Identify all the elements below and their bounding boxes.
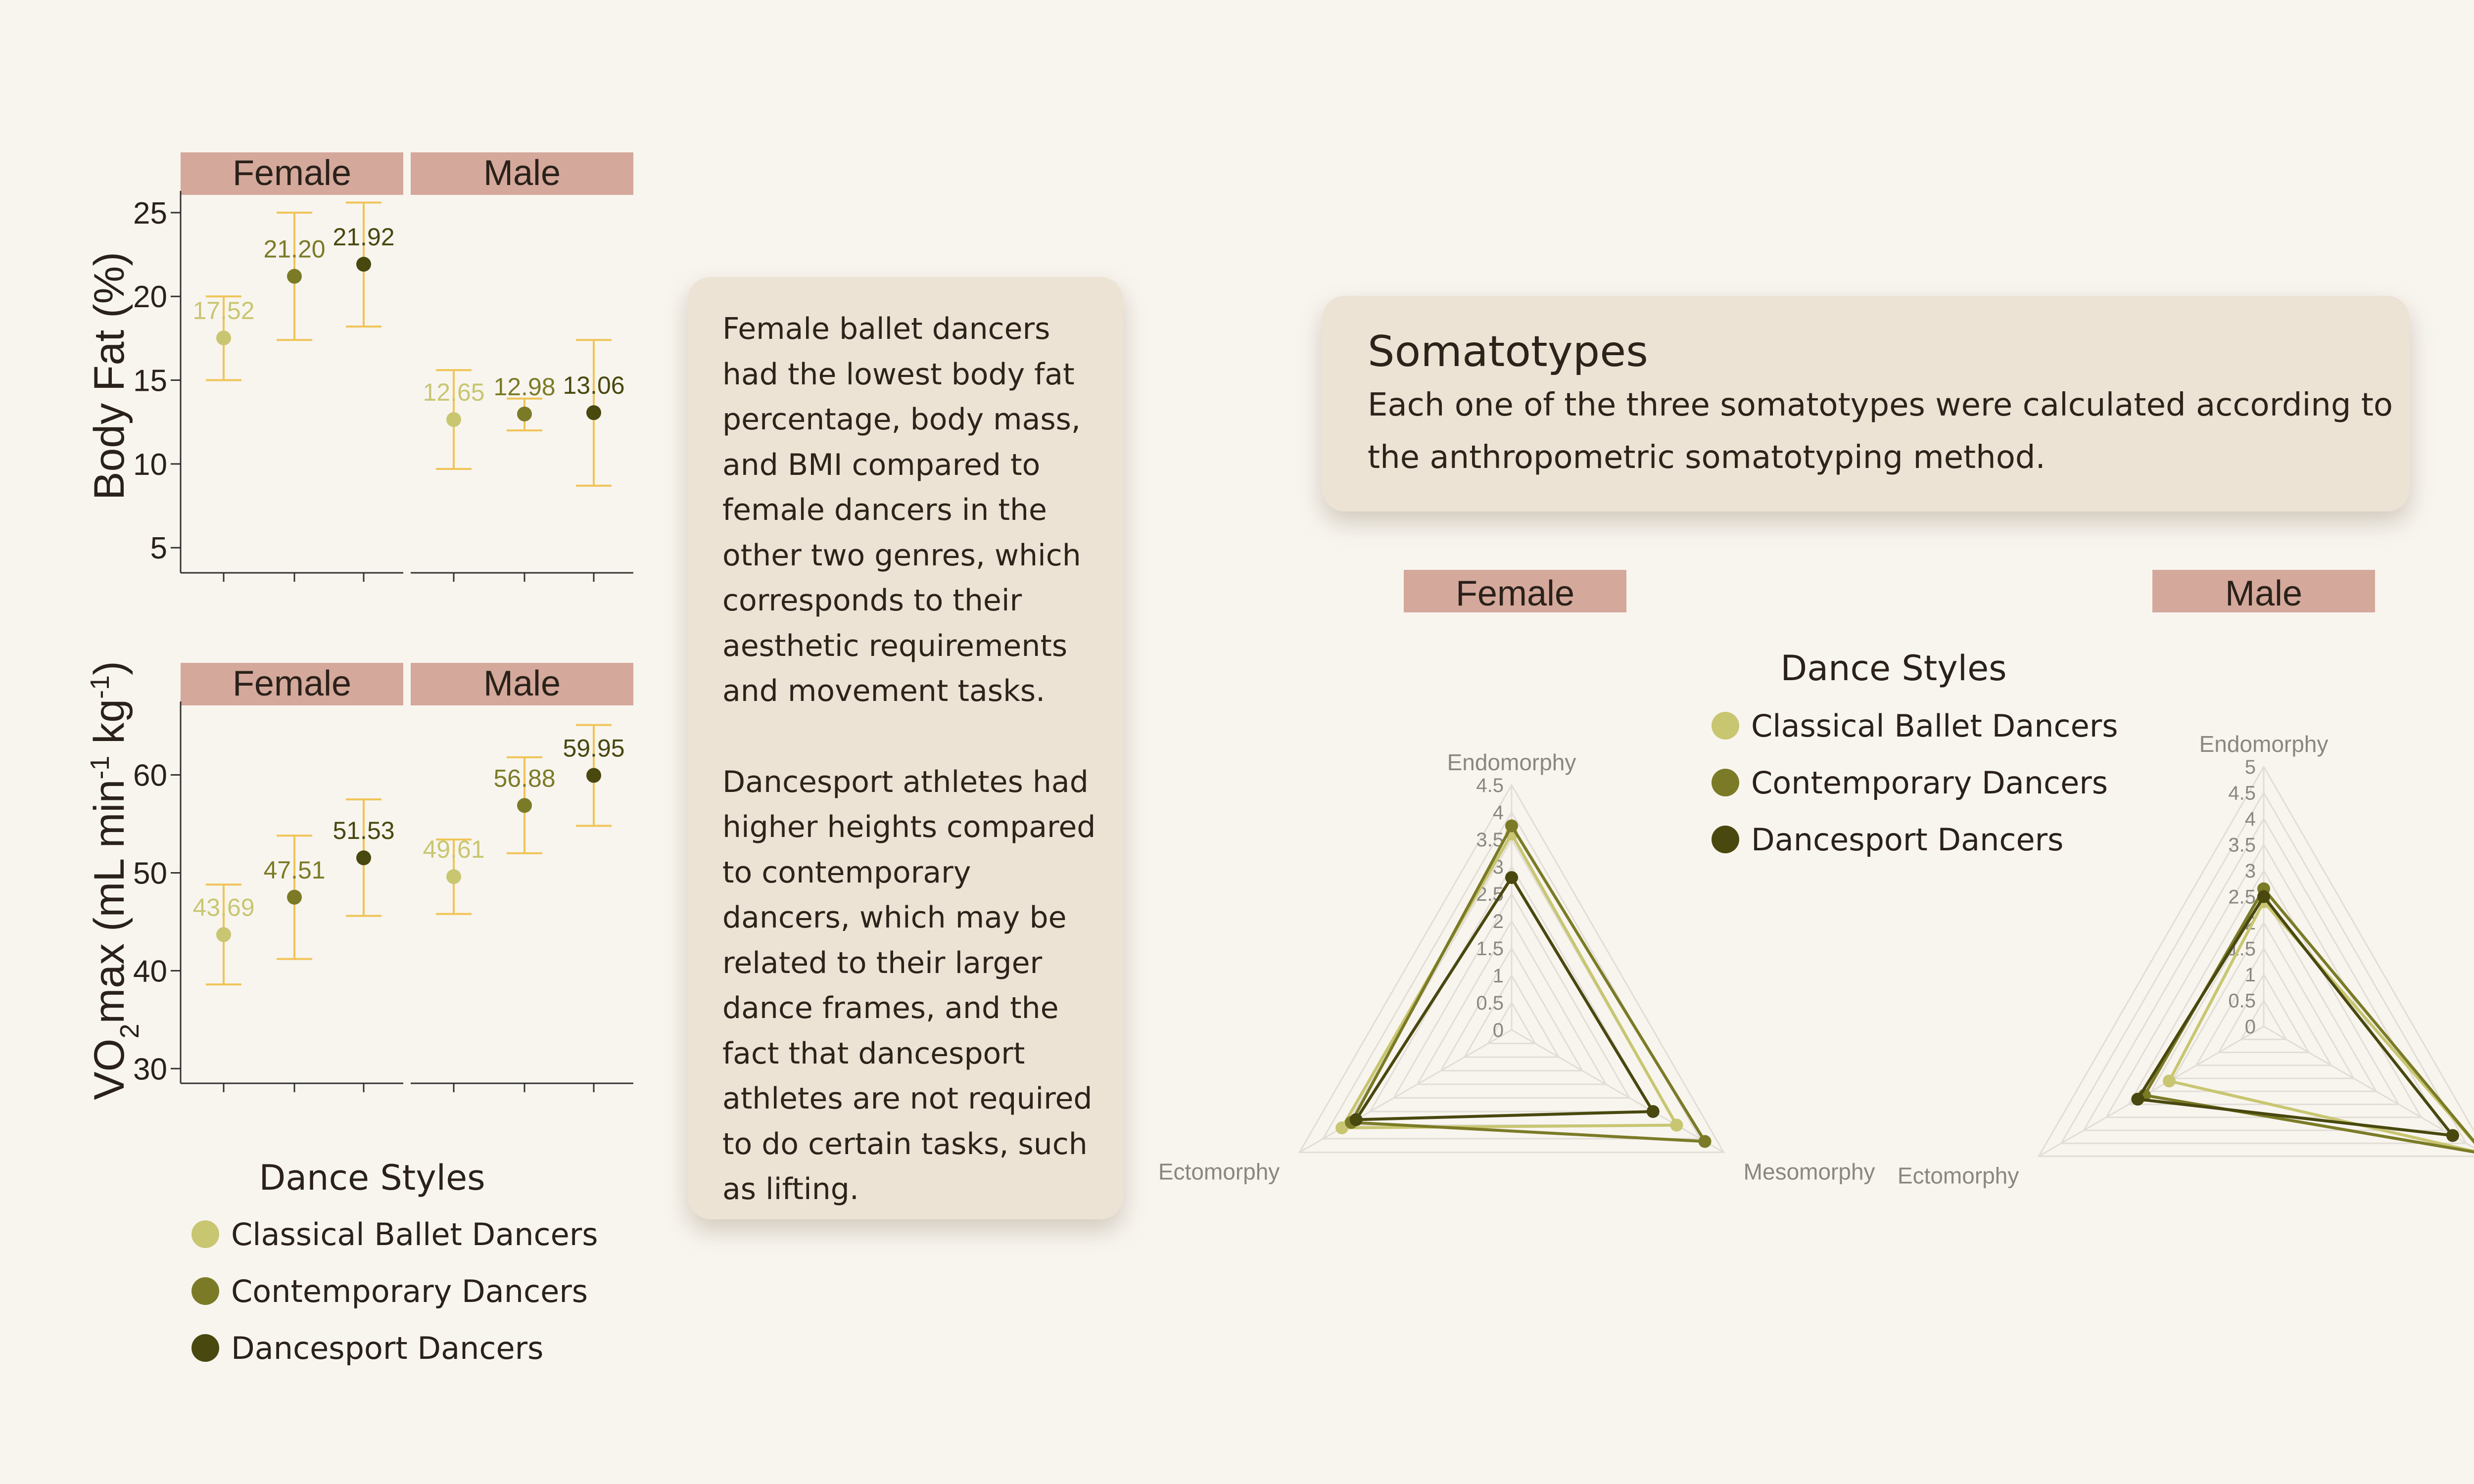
facet-label-male: Male (483, 664, 561, 703)
y-axis-title-part: max (mL min (86, 779, 133, 1024)
radar-tick-label: 2 (2244, 912, 2256, 934)
legend-swatch (1712, 769, 1739, 796)
radar-axis-label-endomorphy: Endomorphy (2199, 731, 2329, 757)
vo2max-chart (85, 661, 633, 1100)
data-point (287, 269, 302, 284)
legend-item-label: Contemporary Dancers (231, 1273, 588, 1309)
data-point (216, 927, 231, 942)
legend-item-label: Dancesport Dancers (1751, 822, 2064, 858)
data-point (586, 768, 601, 783)
y-tick-label: 40 (133, 954, 167, 989)
findings-paragraph-1: Female ballet dancers had the lowest body fat percentage, body mass, and BMI compared to female dancers in the other two genres, which corresponds to their aesthetic requirements and movement tasks. (722, 312, 1081, 708)
radar-point (2131, 1093, 2144, 1106)
legend-item-label: Classical Ballet Dancers (1751, 708, 2118, 744)
data-label: 56.88 (493, 764, 556, 792)
radar-point (1505, 820, 1518, 833)
facet-label-male: Male (2225, 574, 2303, 613)
radar-tick-label: 0 (1492, 1020, 1504, 1041)
radar-tick-label: 3.5 (2228, 834, 2256, 856)
y-tick-label: 10 (133, 447, 167, 482)
y-axis-title-part: ) (86, 661, 133, 675)
data-label: 17.52 (192, 297, 255, 325)
radar-point (2257, 890, 2270, 903)
data-point (356, 850, 371, 865)
left-legend (191, 1158, 598, 1366)
radar-point (1350, 1113, 1363, 1126)
data-point (287, 890, 302, 905)
radar-tick-label: 4.5 (2228, 782, 2256, 804)
legend-title: Dance Styles (1780, 648, 2007, 689)
radar-point (2163, 1074, 2176, 1087)
facet-label-male: Male (483, 153, 561, 193)
radar-tick-label: 0.5 (2228, 990, 2256, 1012)
y-tick-label: 20 (133, 280, 167, 315)
findings-card (688, 277, 1123, 1219)
radar-axis-label-mesomorphy: Mesomorphy (1743, 1159, 1875, 1185)
y-axis-title: Body Fat (%) (86, 252, 133, 500)
y-axis-title-part: -1 (85, 755, 115, 780)
radar-tick-label: 2 (1492, 911, 1504, 932)
legend-swatch (1712, 826, 1739, 853)
radar-tick-label: 5 (2244, 756, 2256, 778)
radar-tick-label: 4 (1492, 802, 1504, 824)
data-label: 12.98 (493, 372, 556, 401)
radar-axis-label-ectomorphy: Ectomorphy (1897, 1162, 2019, 1189)
data-point (586, 405, 601, 420)
data-point (446, 869, 461, 884)
radar-tick-label: 1 (2244, 964, 2256, 986)
radar-point (1505, 871, 1518, 884)
data-label: 13.06 (563, 371, 625, 400)
radar-point (1647, 1105, 1660, 1118)
facet-label-female: Female (232, 664, 352, 703)
data-label: 49.61 (423, 835, 485, 864)
legend-title: Dance Styles (259, 1158, 485, 1198)
y-tick-label: 15 (133, 364, 167, 398)
radar-tick-label: 0.5 (1476, 992, 1504, 1014)
radar-tick-label: 3.5 (1476, 829, 1504, 851)
somatotypes-description: Each one of the three somatotypes were calculated according to the anthropometric somatotyping method. (1368, 387, 2393, 476)
y-tick-label: 30 (133, 1052, 167, 1087)
data-label: 43.69 (192, 893, 255, 922)
y-tick-label: 5 (150, 531, 167, 566)
legend-swatch (1712, 712, 1739, 740)
data-label: 59.95 (563, 734, 625, 762)
data-label: 51.53 (333, 817, 395, 845)
radar-spoke (1299, 1030, 1512, 1153)
legend-item-label: Dancesport Dancers (231, 1330, 544, 1366)
data-point (356, 257, 371, 272)
radar-series-line (1356, 878, 1653, 1120)
y-axis-title-part: 2 (115, 1023, 144, 1039)
radar-series-line (2138, 897, 2453, 1136)
radar-axis-label-endomorphy: Endomorphy (1447, 749, 1576, 775)
radar-tick-label: 1 (1492, 965, 1504, 987)
y-axis-title-part: -1 (85, 675, 115, 699)
radar-tick-label: 3 (1492, 856, 1504, 878)
facet-label-female: Female (1455, 574, 1575, 613)
radar-tick-label: 4 (2244, 808, 2256, 830)
radar-series-line (2169, 902, 2474, 1154)
radar-series-line (1351, 826, 1705, 1142)
radar-point (1699, 1135, 1712, 1148)
data-point (216, 330, 231, 345)
radar-point (2446, 1129, 2459, 1142)
legend-item-label: Classical Ballet Dancers (231, 1216, 598, 1252)
radar-axis-label-ectomorphy: Ectomorphy (1158, 1159, 1280, 1185)
legend-swatch (191, 1220, 219, 1248)
radar-tick-label: 2.5 (2228, 886, 2256, 908)
facet-label-female: Female (232, 153, 352, 193)
y-axis-title-part: VO (86, 1038, 133, 1100)
radar-point (1670, 1119, 1683, 1132)
data-point (517, 798, 532, 813)
legend-item-label: Contemporary Dancers (1751, 765, 2108, 801)
legend-swatch (191, 1334, 219, 1362)
data-label: 12.65 (423, 378, 485, 407)
radar-tick-label: 0 (2244, 1016, 2256, 1038)
radar-tick-label: 4.5 (1476, 775, 1504, 796)
body-fat-chart (86, 152, 633, 582)
somatotypes-title: Somatotypes (1368, 327, 1648, 376)
data-point (446, 412, 461, 427)
findings-paragraph-2: Dancesport athletes had higher heights compared to contemporary dancers, which may be related to their larger dance frames, and the fact that dancesport athletes are not required to do certain tasks, such as lifting. (722, 764, 1096, 1206)
radar-tick-label: 1.5 (2228, 938, 2256, 960)
y-tick-label: 25 (133, 196, 167, 231)
data-label: 21.20 (263, 235, 326, 263)
data-label: 21.92 (333, 223, 395, 251)
radar-tick-label: 3 (2244, 860, 2256, 882)
y-axis-title-part: kg (86, 698, 133, 756)
radar-tick-label: 2.5 (1476, 883, 1504, 905)
right-legend (1712, 648, 2118, 858)
data-point (517, 407, 532, 421)
y-tick-label: 50 (133, 856, 167, 891)
radar-tick-label: 1.5 (1476, 938, 1504, 960)
somatotypes-card (1322, 296, 2410, 511)
legend-swatch (191, 1277, 219, 1305)
radar-chart-female (1158, 570, 1875, 1185)
y-tick-label: 60 (133, 758, 167, 793)
data-label: 47.51 (263, 856, 326, 884)
